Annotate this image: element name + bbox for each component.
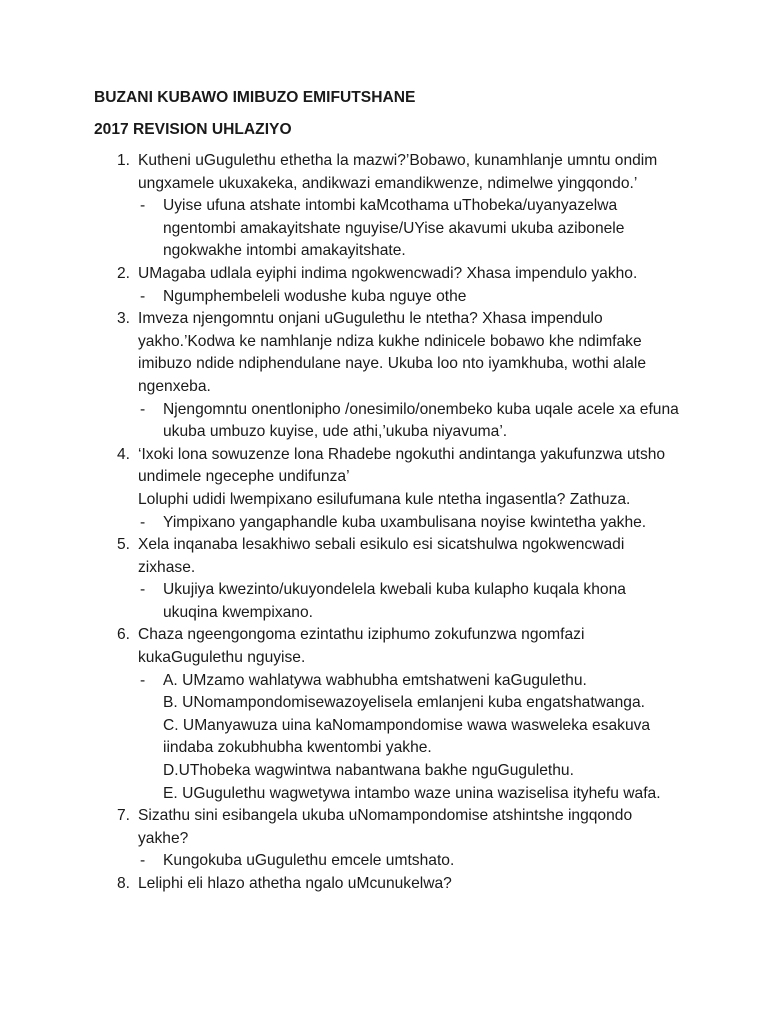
question-text: Sizathu sini esibangela ukuba uNomampondomise atshintshe ingqondo yakhe? <box>138 807 633 847</box>
question-number: 2. <box>117 264 131 282</box>
question-item <box>94 444 684 534</box>
answer-item <box>138 286 684 309</box>
answer-text: Ukujiya kwezinto/ukuyondelela kwebali kuba kulapho kuqala khona ukuqina kwempixano. <box>163 581 626 621</box>
answer-text: A. UMzamo wahlatywa wabhubha emtshatweni kaGugulethu. <box>163 671 587 689</box>
answer-text: Njengomntu onentlonipho /onesimilo/onembeko kuba uqale acele xa efuna ukuba umbuzo kuyise, ude athi,’ukuba niyavuma’. <box>163 400 679 441</box>
question-text: Chaza ngeengongoma ezintathu iziphumo zokufunzwa ngomfazi kukaGugulethu nguyise. <box>138 626 585 667</box>
question-text: Leliphi eli hlazo athetha ngalo uMcunukelwa? <box>138 875 452 892</box>
dash-bullet-icon: - <box>140 581 146 599</box>
question-list <box>94 150 684 896</box>
question-text: Imveza njengomntu onjani uGugulethu le ntetha? Xhasa impendulo yakho.’Kodwa ke namhlanje ndiza kukhe ndinicele bobawo khe ndimfake imibuzo ndide ndiphendulane naye. Ukuba loo nto iyamkhuba, wothi alale ngenxeba. <box>138 310 647 395</box>
answer-list <box>138 850 684 873</box>
answer-list <box>138 512 684 535</box>
question-item <box>94 308 684 444</box>
question-number: 7. <box>117 807 131 825</box>
answer-item <box>138 670 684 806</box>
question-item <box>94 873 684 896</box>
answer-item <box>138 850 684 873</box>
answer-text: D.UThobeka wagwintwa nabantwana bakhe nguGugulethu. <box>163 762 574 780</box>
question-item <box>94 624 684 805</box>
question-text: UMagaba udlala eyiphi indima ngokwencwadi? Xhasa impendulo yakho. <box>138 264 638 282</box>
answer-text: B. UNomampondomisewazoyelisela emlanjeni kuba engatshatwanga. <box>163 694 645 712</box>
question-number: 5. <box>117 536 131 554</box>
answer-list <box>138 195 684 263</box>
question-text: ‘Ixoki lona sowuzenze lona Rhadebe ngokuthi andintanga yakufunzwa utsho undimele ngecephe undifunza’ <box>138 445 666 486</box>
answer-text: Uyise ufuna atshate intombi kaMcothama uThobeka/uyanyazelwa ngentombi amakayitshate nguyise/UYise akavumi ukuba azibonele ngokwakhe intombi amakayitshate. <box>163 197 625 260</box>
question-text: Kutheni uGugulethu ethetha la mazwi?’Bobawo, kunamhlanje umntu ondim ungxamele ukuxakeka, andikwazi emandikwenze, ndimelwe yingqondo.’ <box>138 152 658 192</box>
dash-bullet-icon: - <box>140 852 146 870</box>
answer-text: E. UGugulethu wagwetywa intambo waze unina waziselisa ityhefu wafa. <box>163 784 661 802</box>
dash-bullet-icon: - <box>140 513 146 531</box>
question-item <box>94 150 684 263</box>
answer-list <box>138 399 684 444</box>
dash-bullet-icon: - <box>140 287 146 305</box>
question-number: 3. <box>117 310 131 328</box>
question-number: 8. <box>117 875 131 892</box>
question-item <box>94 534 684 624</box>
answer-item <box>138 512 684 535</box>
question-item <box>94 805 684 873</box>
answer-item <box>138 579 684 624</box>
document-subtitle: 2017 REVISION UHLAZIYO <box>94 121 292 138</box>
question-item <box>94 263 684 308</box>
answer-item <box>138 399 684 444</box>
answer-text: Kungokuba uGugulethu emcele umtshato. <box>163 852 455 870</box>
answer-list <box>138 579 684 624</box>
question-number: 1. <box>117 152 131 169</box>
answer-list <box>138 286 684 309</box>
dash-bullet-icon: - <box>140 671 146 689</box>
question-followup: Loluphi udidi lwempixano esilufumana kule ntetha ingasentla? Zathuza. <box>138 490 631 508</box>
question-text: Xela inqanaba lesakhiwo sebali esikulo esi sicatshulwa ngokwencwadi zixhase. <box>138 536 625 576</box>
answer-text: Yimpixano yangaphandle kuba uxambulisana noyise kwintetha yakhe. <box>163 513 647 531</box>
document-body <box>94 87 684 896</box>
dash-bullet-icon: - <box>140 197 146 215</box>
answer-list <box>138 670 684 806</box>
question-number: 4. <box>117 445 131 463</box>
answer-item <box>138 195 684 263</box>
document-title: BUZANI KUBAWO IMIBUZO EMIFUTSHANE <box>94 89 416 106</box>
dash-bullet-icon: - <box>140 400 146 418</box>
answer-text: Ngumphembeleli wodushe kuba nguye othe <box>163 287 467 305</box>
answer-text: C. UManyawuza uina kaNomampondomise wawa wasweleka esakuva iindaba zokubhubha kwentombi yakhe. <box>163 716 651 757</box>
question-number: 6. <box>117 626 131 644</box>
